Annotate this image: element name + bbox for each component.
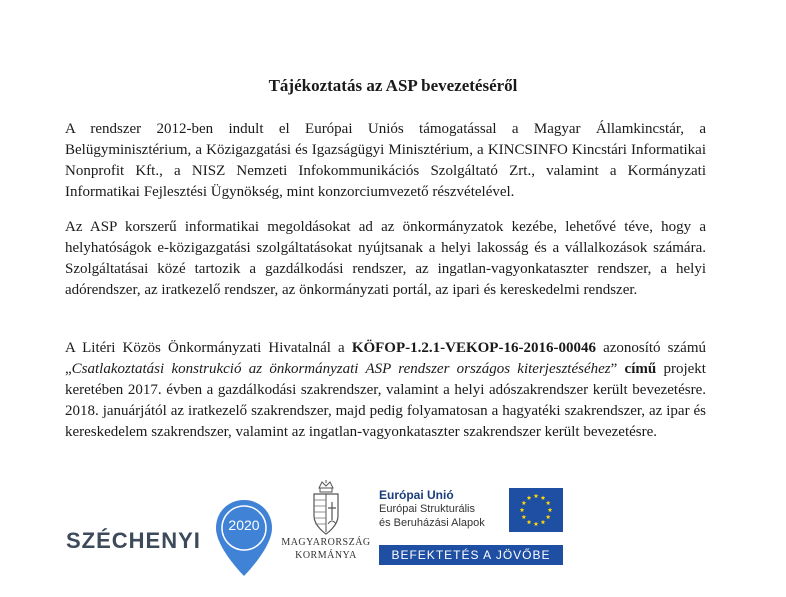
- hungarian-government-logo: [277, 480, 375, 570]
- eu-fund-line1: Európai Strukturális: [379, 503, 475, 515]
- szechenyi-wordmark: SZÉCHENYI: [66, 528, 201, 553]
- paragraph-project: [65, 338, 706, 443]
- page-title: Tájékoztatás az ASP bevezetéséről: [268, 76, 518, 95]
- paragraph-services: Az ASP korszerű informatikai megoldásokat ad az önkormányzatok kezébe, lehetővé téve, hogy a helyhatóságok e-közigazgatási szolgáltatásokat nyújtsanak a helyi lakosság és a vállalkozások számára. Szolgáltatásai közé tartozik a gazdálkodási rendszer, az ingatlan-vagyonkataszter rendszer, a helyi adórendszer, az iratkezelő rendszer, az önkormányzati portál, az ipari és kereskedelmi rendszer.: [65, 219, 706, 298]
- project-rest: projekt keretében 2017. évben a gazdálkodási szakrendszer, valamint a helyi adószakrendszer került bevezetésre. 2018. januárjától az iratkezelő szakrendszer, majd pedig folyamatosan a hagyatéki szakrendszer, az ipar és kereskedelem szakrendszer, valamint az ingatlan-vagyonkataszter szakrendszer került bevezetésre.: [65, 361, 706, 440]
- eu-slogan-banner: BEFEKTETÉS A JÖVŐBE: [379, 545, 563, 565]
- eu-text-block: [379, 488, 501, 530]
- eu-flag-icon: [509, 488, 563, 532]
- coat-of-arms-icon: [310, 480, 342, 536]
- eu-funds-logo: [379, 488, 563, 568]
- eu-fund-line2: és Beruházási Alapok: [379, 517, 485, 529]
- project-cimu: című: [624, 361, 657, 377]
- logo-bar: [0, 478, 786, 578]
- government-name-line1: MAGYARORSZÁG: [281, 537, 371, 548]
- eu-name: Európai Unió: [379, 488, 454, 502]
- project-after-code: azonosító számú „: [65, 340, 706, 377]
- project-title: Csatlakoztatási konstrukció az önkormányzati ASP rendszer országos kiterjesztéséhez: [71, 361, 611, 377]
- project-quote-close: ”: [610, 361, 625, 377]
- szechenyi-year: 2020: [228, 517, 260, 533]
- map-pin-icon: [214, 498, 274, 578]
- government-name-line2: KORMÁNYA: [295, 550, 357, 561]
- szechenyi-2020-logo: [66, 498, 276, 578]
- project-intro: A Litéri Közös Önkormányzati Hivatalnál a: [65, 340, 352, 356]
- project-code: KÖFOP-1.2.1-VEKOP-16-2016-00046: [351, 340, 596, 356]
- paragraph-history: A rendszer 2012-ben indult el Európai Uniós támogatással a Magyar Államkincstár, a Belügyminisztérium, a Közigazgatási és Igazságügyi Minisztérium, a KINCSINFO Kincstári Informatikai Nonprofit Kft., a NISZ Nemzeti Infokommunikációs Szolgáltató Zrt., valamint a Kormányzati Informatikai Fejlesztési Ügynökség, mint konzorciumvezető részvételével.: [65, 121, 706, 200]
